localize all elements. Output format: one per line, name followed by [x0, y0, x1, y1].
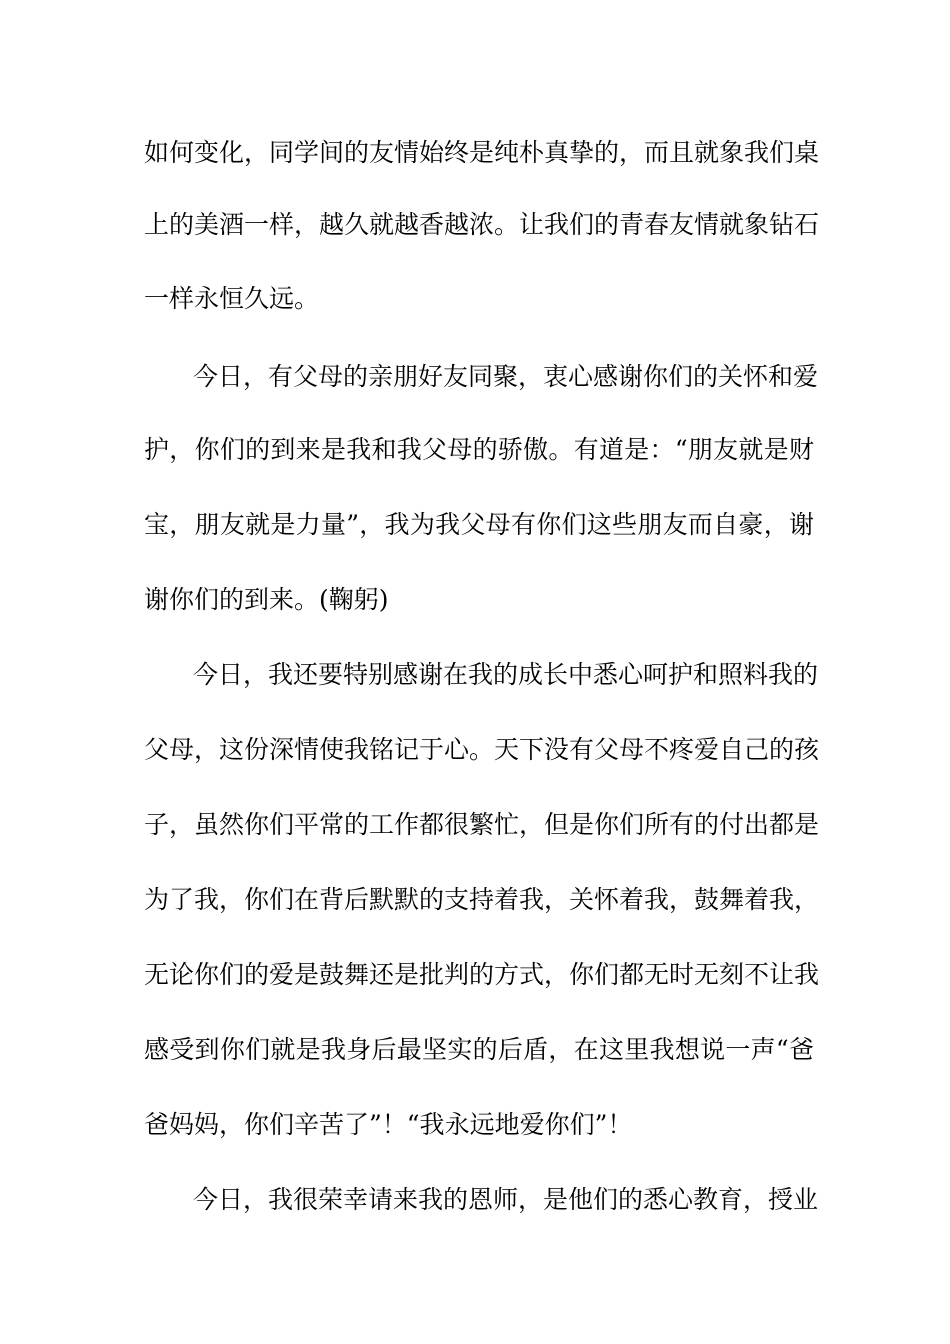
paragraph-start-line: 今日，我很荣幸请来我的恩师，是他们的悉心教育，授业: [193, 1185, 819, 1214]
text-line: 护，你们的到来是我和我父母的骄傲。有道是：“朋友就是财: [144, 435, 814, 464]
text-line: 无论你们的爱是鼓舞还是批判的方式，你们都无时无刻不让我: [144, 960, 820, 989]
text-line: 如何变化，同学间的友情始终是纯朴真挚的，而且就象我们桌: [144, 138, 820, 167]
text-line: 感受到你们就是我身后最坚实的后盾，在这里我想说一声“爸: [144, 1035, 814, 1064]
text-line: 父母，这份深情使我铭记于心。天下没有父母不疼爱自己的孩: [144, 735, 820, 764]
text-line: 一样永恒久远。: [144, 284, 320, 313]
text-line: 子，虽然你们平常的工作都很繁忙，但是你们所有的付出都是: [144, 810, 820, 839]
paragraph-start-line: 今日，我还要特别感谢在我的成长中悉心呵护和照料我的: [193, 660, 819, 689]
text-line: 为了我，你们在背后默默的支持着我，关怀着我，鼓舞着我，: [144, 885, 820, 914]
text-line: 上的美酒一样，越久就越香越浓。让我们的青春友情就象钻石: [144, 210, 820, 239]
text-line: 宝，朋友就是力量”，我为我父母有你们这些朋友而自豪，谢: [144, 510, 814, 539]
paragraph-start-line: 今日，有父母的亲朋好友同聚，衷心感谢你们的关怀和爱: [193, 362, 819, 391]
text-line: 爸妈妈，你们辛苦了”！“我永远地爱你们”！: [144, 1110, 633, 1139]
text-line: 谢你们的到来。(鞠躬): [144, 585, 389, 614]
